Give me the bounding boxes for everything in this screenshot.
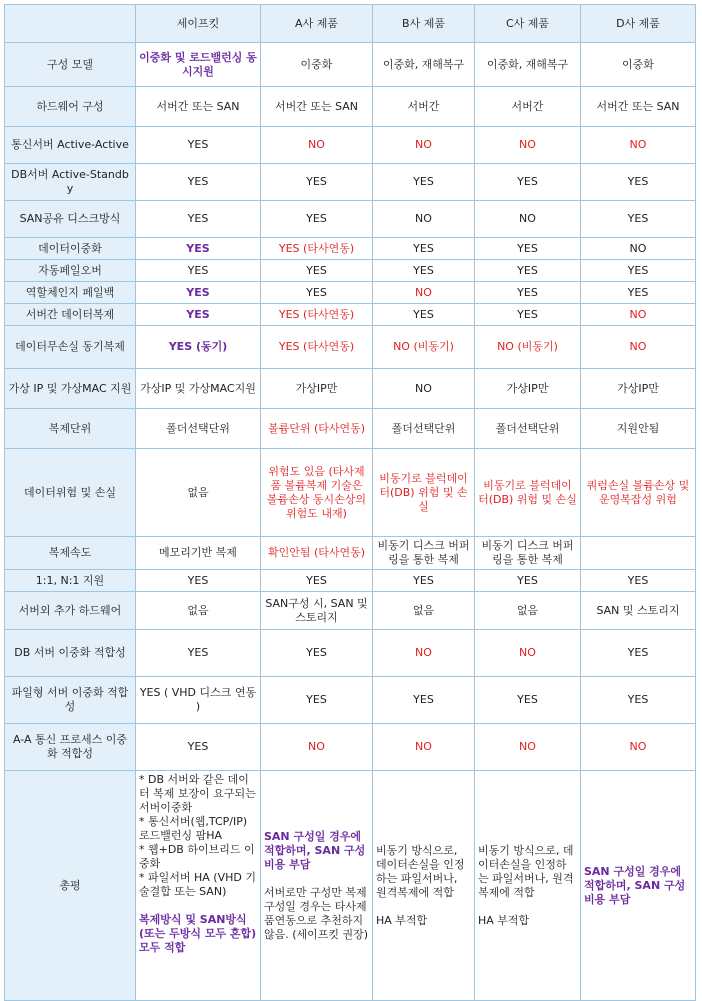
summary-vendor-a — [261, 771, 373, 1001]
row-label: 데이터이중화 — [5, 238, 136, 260]
cell-safekit: 서버간 또는 SAN — [136, 87, 261, 127]
row-label: A-A 통신 프로세스 이중화 적합성 — [5, 724, 136, 771]
cell-vendor-d: 가상IP만 — [581, 369, 696, 409]
cell-vendor-d — [581, 537, 696, 570]
cell-vendor-c: 폴더선택단위 — [475, 409, 581, 449]
row-n-to-1 — [5, 570, 696, 592]
cell-safekit: YES — [136, 570, 261, 592]
cell-vendor-c: 서버간 — [475, 87, 581, 127]
cell-vendor-b: NO (비동기) — [373, 326, 475, 369]
cell-vendor-c: YES — [475, 260, 581, 282]
cell-vendor-b: 폴더선택단위 — [373, 409, 475, 449]
cell-safekit: YES — [136, 238, 261, 260]
row-label: 하드웨어 구성 — [5, 87, 136, 127]
cell-safekit: YES — [136, 201, 261, 238]
summary-vendor-c-note: HA 부적합 — [478, 913, 530, 927]
cell-vendor-d: YES — [581, 630, 696, 677]
cell-vendor-a: 서버간 또는 SAN — [261, 87, 373, 127]
header-vendor-c: C사 제품 — [475, 5, 581, 43]
cell-vendor-b: NO — [373, 630, 475, 677]
cell-safekit: YES — [136, 724, 261, 771]
row-data-redundancy — [5, 238, 696, 260]
cell-vendor-a: YES — [261, 201, 373, 238]
cell-vendor-a: NO — [261, 127, 373, 164]
row-san-shared — [5, 201, 696, 238]
cell-vendor-c: NO — [475, 201, 581, 238]
cell-vendor-a: YES — [261, 570, 373, 592]
summary-safekit — [136, 771, 261, 1001]
cell-vendor-a: 이중화 — [261, 43, 373, 87]
cell-vendor-c: NO — [475, 630, 581, 677]
cell-vendor-d: NO — [581, 238, 696, 260]
cell-vendor-a: YES (타사연동) — [261, 304, 373, 326]
comparison-table — [4, 4, 696, 1001]
row-label: 복제속도 — [5, 537, 136, 570]
header-vendor-d: D사 제품 — [581, 5, 696, 43]
row-label: 역할체인지 페일백 — [5, 282, 136, 304]
row-label: 가상 IP 및 가상MAC 지원 — [5, 369, 136, 409]
row-failback — [5, 282, 696, 304]
cell-vendor-b: YES — [373, 304, 475, 326]
cell-vendor-d: YES — [581, 260, 696, 282]
cell-vendor-d: NO — [581, 724, 696, 771]
cell-vendor-d: YES — [581, 201, 696, 238]
cell-safekit: 없음 — [136, 449, 261, 537]
cell-vendor-c: YES — [475, 570, 581, 592]
summary-vendor-a-text: 서버로만 구성만 복제구성일 경우는 타사제품연동으로 추천하지 않음. (세이프킷 권장) — [264, 885, 369, 941]
cell-safekit: YES — [136, 630, 261, 677]
cell-safekit: 이중화 및 로드밸런싱 동시지원 — [136, 43, 261, 87]
cell-vendor-b: YES — [373, 260, 475, 282]
cell-safekit: 없음 — [136, 592, 261, 630]
cell-safekit: YES ( VHD 디스크 연동 ) — [136, 677, 261, 724]
row-label: SAN공유 디스크방식 — [5, 201, 136, 238]
cell-vendor-a: YES (타사연동) — [261, 326, 373, 369]
header-blank — [5, 5, 136, 43]
summary-vendor-d-highlight: SAN 구성일 경우에 적합하며, SAN 구성 비용 부담 — [584, 864, 686, 906]
header-vendor-b: B사 제품 — [373, 5, 475, 43]
row-active-standby — [5, 164, 696, 201]
cell-vendor-c: NO (비동기) — [475, 326, 581, 369]
cell-vendor-d: YES — [581, 677, 696, 724]
summary-safekit-line-2: * 통신서버(웹,TCP/IP) 로드밸런싱 팜HA — [139, 815, 248, 842]
cell-vendor-d: 서버간 또는 SAN — [581, 87, 696, 127]
cell-vendor-c: NO — [475, 724, 581, 771]
cell-safekit: YES — [136, 127, 261, 164]
cell-vendor-a: YES — [261, 677, 373, 724]
row-label: 구성 모델 — [5, 43, 136, 87]
row-label: 자동페일오버 — [5, 260, 136, 282]
cell-vendor-c: 없음 — [475, 592, 581, 630]
cell-vendor-a: 위험도 있음 (타사제품 볼륨복제 기술은 볼륨손상 동시손상의 위험도 내재) — [261, 449, 373, 537]
row-label: 통신서버 Active-Active — [5, 127, 136, 164]
row-label: 서버간 데이터복제 — [5, 304, 136, 326]
cell-vendor-c: 가상IP만 — [475, 369, 581, 409]
cell-vendor-d: SAN 및 스토리지 — [581, 592, 696, 630]
cell-vendor-d: YES — [581, 282, 696, 304]
summary-vendor-d — [581, 771, 696, 1001]
cell-vendor-c: YES — [475, 238, 581, 260]
cell-vendor-a: SAN구성 시, SAN 및 스토리지 — [261, 592, 373, 630]
cell-vendor-d: 지원안됨 — [581, 409, 696, 449]
cell-vendor-c: YES — [475, 304, 581, 326]
summary-vendor-a-highlight: SAN 구성일 경우에 적합하며, SAN 구성 비용 부담 — [264, 829, 366, 871]
summary-safekit-line-4: * 파일서버 HA (VHD 기술결합 또는 SAN) — [139, 871, 256, 898]
cell-vendor-a: YES — [261, 260, 373, 282]
row-label: 복제단위 — [5, 409, 136, 449]
cell-vendor-b: 서버간 — [373, 87, 475, 127]
row-virtual-ip — [5, 369, 696, 409]
cell-vendor-a: YES (타사연동) — [261, 238, 373, 260]
header-row — [5, 5, 696, 43]
cell-vendor-d: YES — [581, 570, 696, 592]
cell-vendor-c: NO — [475, 127, 581, 164]
cell-vendor-b: NO — [373, 369, 475, 409]
cell-vendor-c: YES — [475, 164, 581, 201]
row-auto-failover — [5, 260, 696, 282]
row-label: 1:1, N:1 지원 — [5, 570, 136, 592]
cell-vendor-b: 이중화, 재해복구 — [373, 43, 475, 87]
row-label: DB 서버 이중화 적합성 — [5, 630, 136, 677]
summary-vendor-c — [475, 771, 581, 1001]
row-label: 데이터무손실 동기복제 — [5, 326, 136, 369]
cell-vendor-b: YES — [373, 164, 475, 201]
cell-vendor-c: YES — [475, 282, 581, 304]
summary-vendor-b-note: HA 부적합 — [376, 913, 428, 927]
row-replication-unit — [5, 409, 696, 449]
row-label: 데이터위험 및 손실 — [5, 449, 136, 537]
cell-vendor-c: 이중화, 재해복구 — [475, 43, 581, 87]
cell-vendor-a: YES — [261, 164, 373, 201]
cell-vendor-b: 없음 — [373, 592, 475, 630]
row-replication-speed — [5, 537, 696, 570]
row-aa-process-fit — [5, 724, 696, 771]
cell-vendor-b: NO — [373, 127, 475, 164]
cell-vendor-a: 가상IP만 — [261, 369, 373, 409]
cell-vendor-b: YES — [373, 238, 475, 260]
cell-vendor-d: NO — [581, 304, 696, 326]
cell-safekit: YES (동기) — [136, 326, 261, 369]
cell-safekit: YES — [136, 304, 261, 326]
cell-vendor-b: NO — [373, 201, 475, 238]
row-label: 파일형 서버 이중화 적합성 — [5, 677, 136, 724]
cell-vendor-b: NO — [373, 282, 475, 304]
summary-safekit-line-3: * 웹+DB 하이브리드 이중화 — [139, 843, 255, 870]
cell-vendor-b: 비동기 디스크 버퍼링을 통한 복제 — [373, 537, 475, 570]
cell-vendor-a: YES — [261, 630, 373, 677]
header-vendor-a: A사 제품 — [261, 5, 373, 43]
row-file-server-fit — [5, 677, 696, 724]
cell-vendor-d: NO — [581, 127, 696, 164]
cell-vendor-c: YES — [475, 677, 581, 724]
cell-vendor-d: 이중화 — [581, 43, 696, 87]
cell-safekit: YES — [136, 164, 261, 201]
summary-vendor-b — [373, 771, 475, 1001]
summary-safekit-line-1: * DB 서버와 같은 데이터 복제 보장이 요구되는 서버이중화 — [139, 773, 256, 814]
cell-vendor-b: 비동기로 블럭데이터(DB) 위험 및 손실 — [373, 449, 475, 537]
summary-safekit-highlight: 복제방식 및 SAN방식(또는 두방식 모두 혼합) 모두 적합 — [139, 913, 257, 954]
row-data-risk — [5, 449, 696, 537]
header-safekit: 세이프킷 — [136, 5, 261, 43]
row-db-fit — [5, 630, 696, 677]
cell-vendor-b: YES — [373, 677, 475, 724]
cell-vendor-d: NO — [581, 326, 696, 369]
row-sync-replication — [5, 326, 696, 369]
cell-vendor-d: YES — [581, 164, 696, 201]
cell-vendor-d: 쿼럼손실 볼륨손상 및 운영복잡성 위험 — [581, 449, 696, 537]
row-hardware — [5, 87, 696, 127]
cell-safekit: 메모리기반 복제 — [136, 537, 261, 570]
cell-safekit: YES — [136, 282, 261, 304]
cell-vendor-c: 비동기 디스크 버퍼링을 통한 복제 — [475, 537, 581, 570]
cell-vendor-c: 비동기로 블럭데이터(DB) 위험 및 손실 — [475, 449, 581, 537]
cell-safekit: 가상IP 및 가상MAC지원 — [136, 369, 261, 409]
cell-vendor-a: YES — [261, 282, 373, 304]
cell-safekit: 폴더선택단위 — [136, 409, 261, 449]
cell-safekit: YES — [136, 260, 261, 282]
row-label: 서버외 추가 하드웨어 — [5, 592, 136, 630]
row-extra-hardware — [5, 592, 696, 630]
row-active-active — [5, 127, 696, 164]
cell-vendor-a: 볼륨단위 (타사연동) — [261, 409, 373, 449]
row-label: DB서버 Active-Standby — [5, 164, 136, 201]
row-summary — [5, 771, 696, 1001]
summary-vendor-c-text: 비동기 방식으로, 데이터손실을 인정하는 파일서버나, 원격복제에 적합 — [478, 843, 574, 899]
cell-vendor-a: 확인안됨 (타사연동) — [261, 537, 373, 570]
row-server-replication — [5, 304, 696, 326]
cell-vendor-b: YES — [373, 570, 475, 592]
cell-vendor-b: NO — [373, 724, 475, 771]
summary-vendor-b-text: 비동기 방식으로, 데이터손실을 인정하는 파일서버나, 원격복제에 적합 — [376, 843, 465, 899]
row-config-model — [5, 43, 696, 87]
cell-vendor-a: NO — [261, 724, 373, 771]
row-label: 총평 — [5, 771, 136, 1001]
